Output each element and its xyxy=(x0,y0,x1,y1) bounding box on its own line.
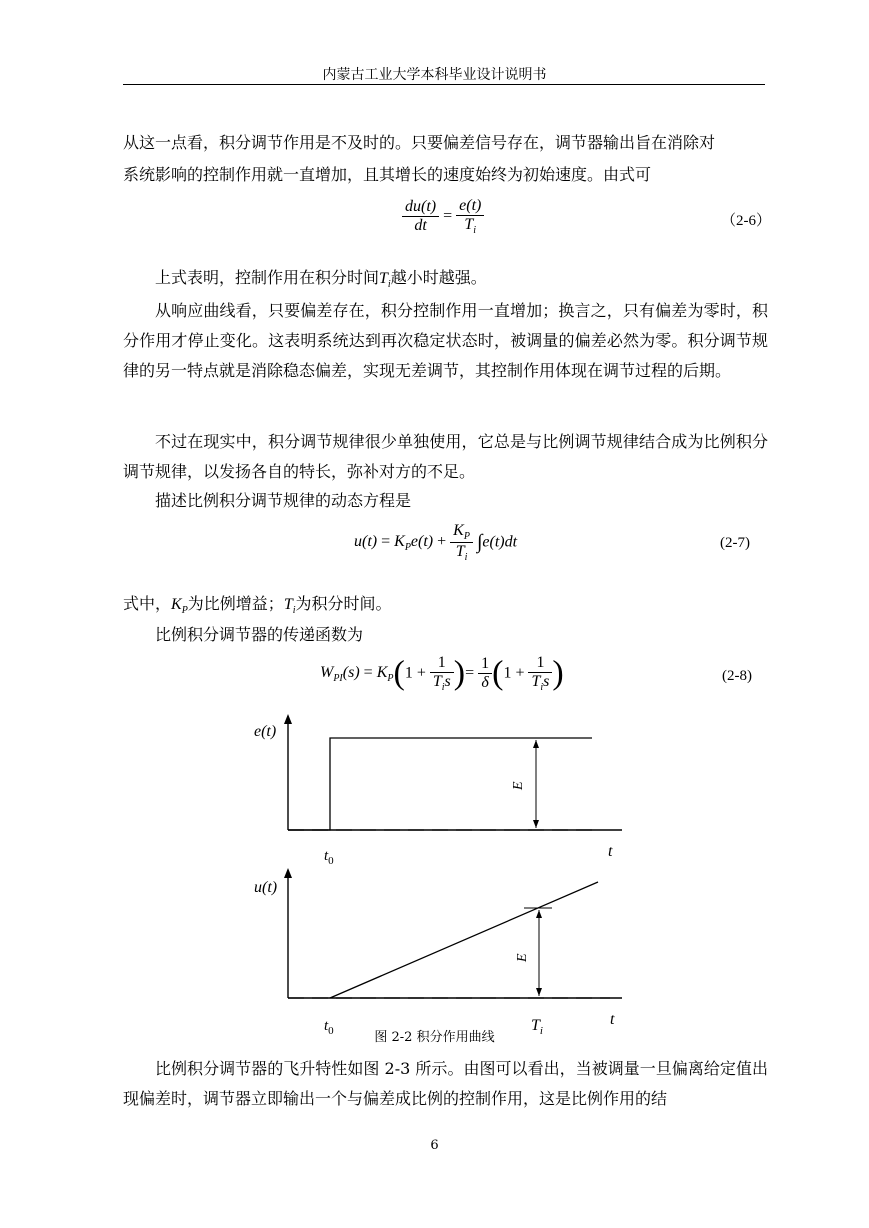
figure-caption: 图 2-2 积分作用曲线 xyxy=(374,1030,495,1045)
paragraph-2-text-pre: 上式表明，控制作用在积分时间 xyxy=(155,268,380,287)
paragraph-3: 从响应曲线看，只要偏差存在，积分控制作用一直增加；换言之，只有偏差为零时，积分作用才停止变化。这表明系统达到再次稳定状态时，被调量的偏差必然为零。积分调节规律的另一特点就是消除稳态偏差，实现无差调节，其控制作用体现在调节过程的后期。 xyxy=(123,301,768,380)
paragraph-5: 描述比例积分调节规律的动态方程是 xyxy=(155,491,412,510)
paragraph-1-line-1: 从这一点看，积分调节作用是不及时的。只要偏差信号存在，调节器输出旨在消除对 xyxy=(123,133,716,152)
paragraph-7: 比例积分调节器的传递函数为 xyxy=(155,625,364,644)
integral-action-figure xyxy=(250,712,640,1042)
top-t0-letter: t xyxy=(324,848,329,864)
bottom-amplitude-label: E xyxy=(515,953,530,962)
top-y-axis-arrow-icon xyxy=(284,714,292,724)
ti-subscript: i xyxy=(539,1025,543,1037)
top-amplitude-arrowhead-down-icon xyxy=(533,820,539,828)
top-x-axis-label: t xyxy=(608,843,613,860)
equation-2-8: $W_{PI}(s) = K_P(1$ + $\frac{1}{T_is}$ )= $\frac{1}{\delta}$ (1 + $\frac{1}{T_is}$ ) xyxy=(320,654,564,694)
top-y-axis-label: e(t) xyxy=(254,723,277,740)
paragraph-8: 比例积分调节器的飞升特性如图 2-3 所示。由图可以看出，当被调量一旦偏离给定值出现偏差时，调节器立即输出一个与偏差成比例的控制作用，这是比例作用的结 xyxy=(123,1059,768,1108)
bottom-y-axis-label: u(t) xyxy=(254,879,278,896)
top-t0-subscript: 0 xyxy=(328,855,334,867)
bottom-t0-subscript: 0 xyxy=(328,1025,334,1037)
paragraph-6-text-post: 为积分时间。 xyxy=(295,594,392,613)
paragraph-2: 上式表明，控制作用在积分时间$T_i$越小时越强。 xyxy=(155,268,487,291)
top-t0-label xyxy=(324,848,334,867)
bottom-y-axis-arrow-icon xyxy=(284,868,292,878)
bottom-x-axis-label: t xyxy=(610,1011,615,1028)
equation-2-6: $\frac{du(t)}{dt}$ = $\frac{e(t)}{T_i}$ xyxy=(402,197,484,236)
paragraph-2-text-post: 越小时越强。 xyxy=(390,268,487,287)
top-amplitude-label: E xyxy=(511,781,526,790)
paragraph-6-text-pre: 式中， xyxy=(123,594,172,613)
equation-number-2-6: （2-6） xyxy=(721,213,771,229)
equation-number-2-7: (2-7) xyxy=(720,535,750,551)
bottom-t0-letter: t xyxy=(324,1018,329,1034)
equation-number-2-8: (2-8) xyxy=(722,668,752,684)
bottom-amplitude-arrowhead-up-icon xyxy=(536,910,542,918)
paragraph-1-line-2: 系统影响的控制作用就一直增加，且其增长的速度始终为初始速度。由式可 xyxy=(123,165,652,184)
page-header: 内蒙古工业大学本科毕业设计说明书 xyxy=(322,67,547,83)
step-signal-line xyxy=(288,738,592,830)
ramp-signal-line xyxy=(330,882,598,998)
equation-2-7: $u(t) = K_Pe(t)$ + $\frac{K_P}{T_i}$ ∫e(t)dt xyxy=(354,522,518,564)
paragraph-6-text-mid: 为比例增益； xyxy=(187,594,284,613)
top-amplitude-arrowhead-up-icon xyxy=(533,740,539,748)
bottom-amplitude-arrowhead-down-icon xyxy=(536,988,542,996)
paragraph-6: 式中，$K_P$为比例增益；$T_i$为积分时间。 xyxy=(123,594,392,617)
header-rule xyxy=(123,84,765,85)
ti-letter: T xyxy=(531,1017,540,1034)
page-number: 6 xyxy=(430,1138,439,1153)
paragraph-4: 不过在现实中，积分调节规律很少单独使用，它总是与比例调节规律结合成为比例积分调节规律，以发扬各自的特长，弥补对方的不足。 xyxy=(123,432,768,481)
